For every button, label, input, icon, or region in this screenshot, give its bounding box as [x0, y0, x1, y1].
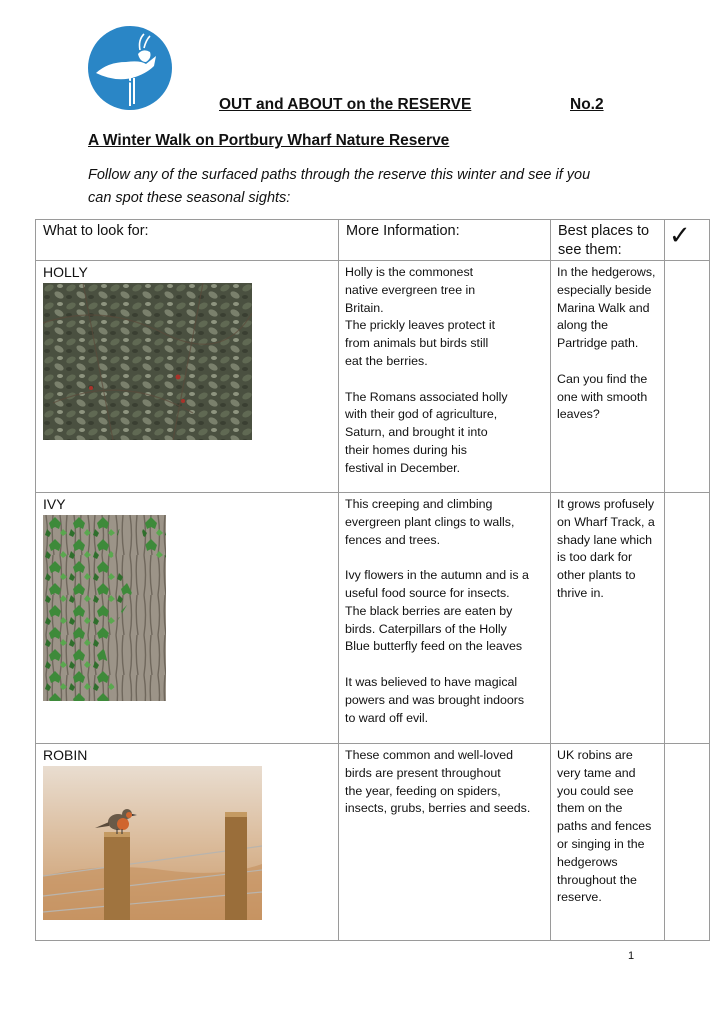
text-line: UK robins are: [557, 748, 633, 762]
text-line: leaves?: [557, 407, 600, 422]
robin-info-cell: [339, 744, 551, 941]
header-tick-cell: [665, 220, 710, 261]
places-paragraph: [557, 496, 662, 603]
info-paragraph: [345, 674, 548, 727]
info-paragraph: [345, 567, 548, 656]
places-paragraph: [557, 264, 662, 353]
intro-text: [88, 164, 648, 210]
header-places-line: see them:: [558, 242, 622, 258]
text-line: on Wharf Track, a: [557, 514, 655, 529]
holly-cell: [36, 261, 339, 493]
text-line: The Romans associated holly: [345, 389, 508, 404]
issue-number: No.2: [570, 96, 604, 113]
robin-photo: [43, 766, 262, 920]
holly-places: [551, 261, 664, 424]
robin-cell: [36, 744, 339, 941]
text-line: Ivy flowers in the autumn and is a: [345, 568, 529, 583]
reserve-logo: [88, 26, 172, 110]
info-paragraph: [345, 389, 548, 478]
robin-name: ROBIN: [43, 747, 88, 763]
text-line: birds. Caterpillars of the Holly: [345, 621, 507, 636]
ivy-tick-cell[interactable]: [665, 493, 710, 744]
text-line: hedgerows: [557, 854, 618, 869]
text-line: Britain.: [345, 300, 384, 315]
ivy-places: [551, 493, 664, 603]
ivy-photo: [43, 515, 166, 701]
holly-tick-cell[interactable]: [665, 261, 710, 493]
text-line: or singing in the: [557, 836, 645, 851]
holly-info-cell: [339, 261, 551, 493]
text-line: This creeping and climbing: [345, 497, 493, 511]
header-info-cell: [339, 220, 551, 261]
text-line: Saturn, and brought it into: [345, 425, 488, 440]
info-paragraph: [345, 747, 548, 818]
walk-title: A Winter Walk on Portbury Wharf Nature Reserve: [88, 132, 450, 149]
text-line: throughout the: [557, 872, 637, 887]
places-paragraph: [557, 371, 662, 424]
table-row: [36, 744, 710, 941]
text-line: other plants to: [557, 568, 636, 583]
text-line: It grows profusely: [557, 497, 655, 511]
text-line: evergreen plant clings to walls,: [345, 514, 515, 529]
text-line: In the hedgerows,: [557, 265, 656, 279]
sightings-table: [35, 219, 710, 941]
intro-line: can spot these seasonal sights:: [88, 190, 291, 206]
holly-name: HOLLY: [43, 264, 88, 280]
table-header-row: [36, 220, 710, 261]
header-info-label: More Information:: [346, 223, 460, 239]
text-line: The black berries are eaten by: [345, 603, 513, 618]
text-line: with their god of agriculture,: [345, 407, 498, 422]
text-line: insects, grubs, berries and seeds.: [345, 801, 531, 816]
robin-info: [339, 744, 550, 818]
page-number: 1: [628, 950, 635, 962]
text-line: their homes during his: [345, 442, 467, 457]
ivy-cell: [36, 493, 339, 744]
holly-info: [339, 261, 550, 478]
holly-places-cell: [551, 261, 665, 493]
text-line: very tame and: [557, 765, 636, 780]
text-line: from animals but birds still: [345, 336, 489, 351]
info-paragraph: [345, 496, 548, 549]
ivy-places-cell: [551, 493, 665, 744]
text-line: powers and was brought indoors: [345, 692, 525, 707]
table-row: [36, 261, 710, 493]
text-line: along the: [557, 318, 608, 333]
tick-icon: ✓: [669, 220, 691, 250]
header-places-cell: [551, 220, 665, 261]
holly-photo: [43, 283, 252, 440]
text-line: Marina Walk and: [557, 300, 650, 315]
text-line: It was believed to have magical: [345, 674, 518, 689]
robin-places: [551, 744, 664, 907]
text-line: The prickly leaves protect it: [345, 318, 496, 333]
page-title: OUT and ABOUT on the RESERVE: [219, 96, 472, 113]
text-line: thrive in.: [557, 585, 604, 600]
info-paragraph: [345, 264, 548, 371]
text-line: Can you find the: [557, 371, 648, 386]
ivy-info: [339, 493, 550, 727]
text-line: Blue butterfly feed on the leaves: [345, 639, 523, 654]
text-line: These common and well-loved: [345, 748, 514, 762]
text-line: the year, feeding on spiders,: [345, 783, 501, 798]
text-line: to ward off evil.: [345, 710, 429, 725]
text-line: useful food source for insects.: [345, 585, 510, 600]
header-what-label: What to look for:: [43, 223, 149, 239]
text-line: one with smooth: [557, 389, 648, 404]
text-line: Partridge path.: [557, 336, 639, 351]
header-places-label: [551, 220, 664, 260]
ivy-info-cell: [339, 493, 551, 744]
text-line: Holly is the commonest: [345, 265, 474, 279]
intro-line: Follow any of the surfaced paths through the reserve this winter and see if you: [88, 167, 591, 183]
text-line: native evergreen tree in: [345, 282, 476, 297]
table-row: [36, 493, 710, 744]
text-line: reserve.: [557, 890, 602, 905]
header-places-line: Best places to: [558, 223, 650, 239]
text-line: them on the: [557, 801, 623, 816]
text-line: birds are present throughout: [345, 765, 501, 780]
header-what-cell: [36, 220, 339, 261]
places-paragraph: [557, 747, 662, 907]
text-line: eat the berries.: [345, 353, 428, 368]
text-line: especially beside: [557, 282, 652, 297]
text-line: you could see: [557, 783, 634, 798]
robin-places-cell: [551, 744, 665, 941]
text-line: festival in December.: [345, 460, 461, 475]
robin-tick-cell[interactable]: [665, 744, 710, 941]
ivy-name: IVY: [43, 496, 66, 512]
text-line: fences and trees.: [345, 532, 441, 547]
text-line: shady lane which: [557, 532, 653, 547]
text-line: is too dark for: [557, 550, 633, 565]
text-line: paths and fences: [557, 819, 652, 834]
